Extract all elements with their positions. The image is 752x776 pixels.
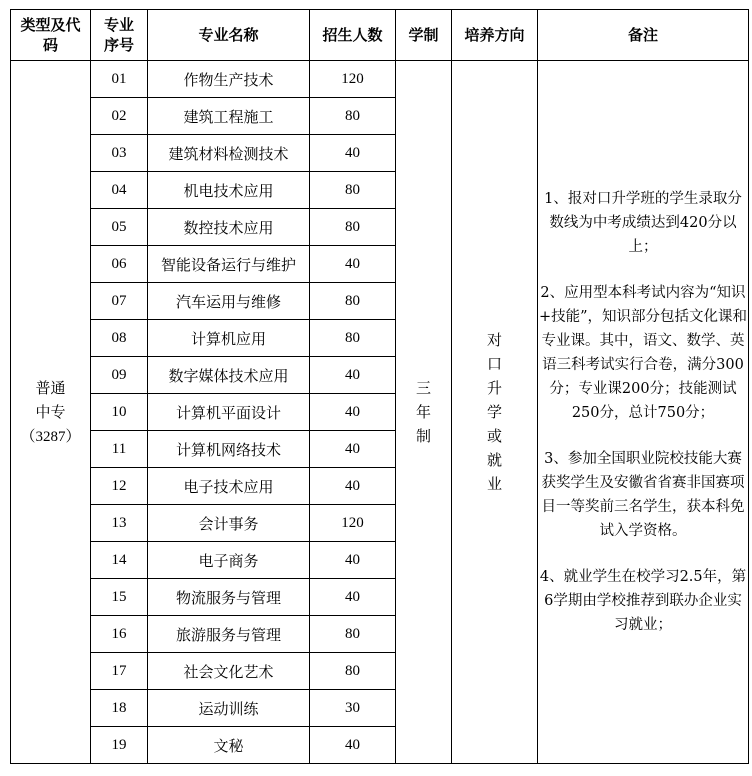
enrollment-count: 80 — [310, 172, 396, 209]
major-number: 15 — [91, 579, 148, 616]
enrollment-count: 80 — [310, 283, 396, 320]
enrollment-plan-table — [10, 9, 749, 764]
major-name: 社会文化艺术 — [148, 653, 310, 690]
school-type-name: 普通中专 — [35, 378, 66, 421]
header-enrollment: 招生人数 — [310, 10, 396, 61]
remarks-cell — [538, 61, 749, 764]
major-number: 02 — [91, 98, 148, 135]
major-name: 作物生产技术 — [148, 61, 310, 98]
school-type-cell — [11, 61, 91, 764]
remark-item: 3、参加全国职业院校技能大赛获奖学生及安徽省省赛非国赛项目一等奖前三名学生，获本科免试入学资格。 — [541, 451, 745, 539]
major-number: 05 — [91, 209, 148, 246]
header-remarks: 备注 — [538, 10, 749, 61]
major-name: 汽车运用与维修 — [148, 283, 310, 320]
major-number: 06 — [91, 246, 148, 283]
major-name: 旅游服务与管理 — [148, 616, 310, 653]
remark-item: 2、应用型本科考试内容为“知识+技能”，知识部分包括文化课和专业课。其中，语文、数学、英语三科考试实行合卷，满分300分；专业课200分；技能测试250分，总计750分； — [538, 285, 748, 421]
major-name: 计算机应用 — [148, 320, 310, 357]
major-name: 机电技术应用 — [148, 172, 310, 209]
major-number: 19 — [91, 727, 148, 764]
enrollment-count: 40 — [310, 542, 396, 579]
enrollment-count: 40 — [310, 468, 396, 505]
enrollment-count: 80 — [310, 209, 396, 246]
enrollment-count: 80 — [310, 320, 396, 357]
header-duration: 学制 — [396, 10, 452, 61]
major-name: 计算机平面设计 — [148, 394, 310, 431]
table-body — [11, 61, 749, 764]
enrollment-count: 30 — [310, 690, 396, 727]
header-major-no: 专业序号 — [91, 10, 148, 61]
enrollment-count: 120 — [310, 505, 396, 542]
enrollment-count: 40 — [310, 357, 396, 394]
enrollment-count: 40 — [310, 135, 396, 172]
major-number: 18 — [91, 690, 148, 727]
direction-cell — [452, 61, 538, 764]
major-name: 运动训练 — [148, 690, 310, 727]
header-type-code: 类型及代码 — [11, 10, 91, 61]
enrollment-count: 80 — [310, 98, 396, 135]
major-number: 08 — [91, 320, 148, 357]
enrollment-count: 80 — [310, 616, 396, 653]
major-number: 03 — [91, 135, 148, 172]
enrollment-count: 40 — [310, 246, 396, 283]
remark-item: 1、报对口升学班的学生录取分数线为中考成绩达到420分以上； — [544, 191, 742, 255]
major-name: 电子商务 — [148, 542, 310, 579]
header-direction: 培养方向 — [452, 10, 538, 61]
major-number: 13 — [91, 505, 148, 542]
major-number: 17 — [91, 653, 148, 690]
major-number: 14 — [91, 542, 148, 579]
school-type-code: （3287） — [20, 428, 81, 445]
major-number: 04 — [91, 172, 148, 209]
major-number: 10 — [91, 394, 148, 431]
direction-text: 对口升学或就业 — [486, 331, 502, 493]
major-number: 12 — [91, 468, 148, 505]
enrollment-count: 120 — [310, 61, 396, 98]
enrollment-count: 40 — [310, 431, 396, 468]
major-number: 16 — [91, 616, 148, 653]
enrollment-count: 40 — [310, 394, 396, 431]
major-number: 07 — [91, 283, 148, 320]
major-name: 数控技术应用 — [148, 209, 310, 246]
major-number: 01 — [91, 61, 148, 98]
header-row — [11, 10, 749, 61]
major-name: 物流服务与管理 — [148, 579, 310, 616]
duration-text: 三年制 — [415, 379, 431, 445]
major-name: 电子技术应用 — [148, 468, 310, 505]
duration-cell — [396, 61, 452, 764]
major-name: 会计事务 — [148, 505, 310, 542]
major-number: 11 — [91, 431, 148, 468]
major-name: 计算机网络技术 — [148, 431, 310, 468]
table-row — [11, 61, 749, 98]
major-name: 文秘 — [148, 727, 310, 764]
major-name: 建筑工程施工 — [148, 98, 310, 135]
enrollment-count: 80 — [310, 653, 396, 690]
header-major-name: 专业名称 — [148, 10, 310, 61]
remark-item: 4、就业学生在校学习2.5年，第6学期由学校推荐到联办企业实习就业； — [539, 569, 747, 633]
enrollment-count: 40 — [310, 579, 396, 616]
major-number: 09 — [91, 357, 148, 394]
enrollment-count: 40 — [310, 727, 396, 764]
major-name: 数字媒体技术应用 — [148, 357, 310, 394]
major-name: 智能设备运行与维护 — [148, 246, 310, 283]
major-name: 建筑材料检测技术 — [148, 135, 310, 172]
